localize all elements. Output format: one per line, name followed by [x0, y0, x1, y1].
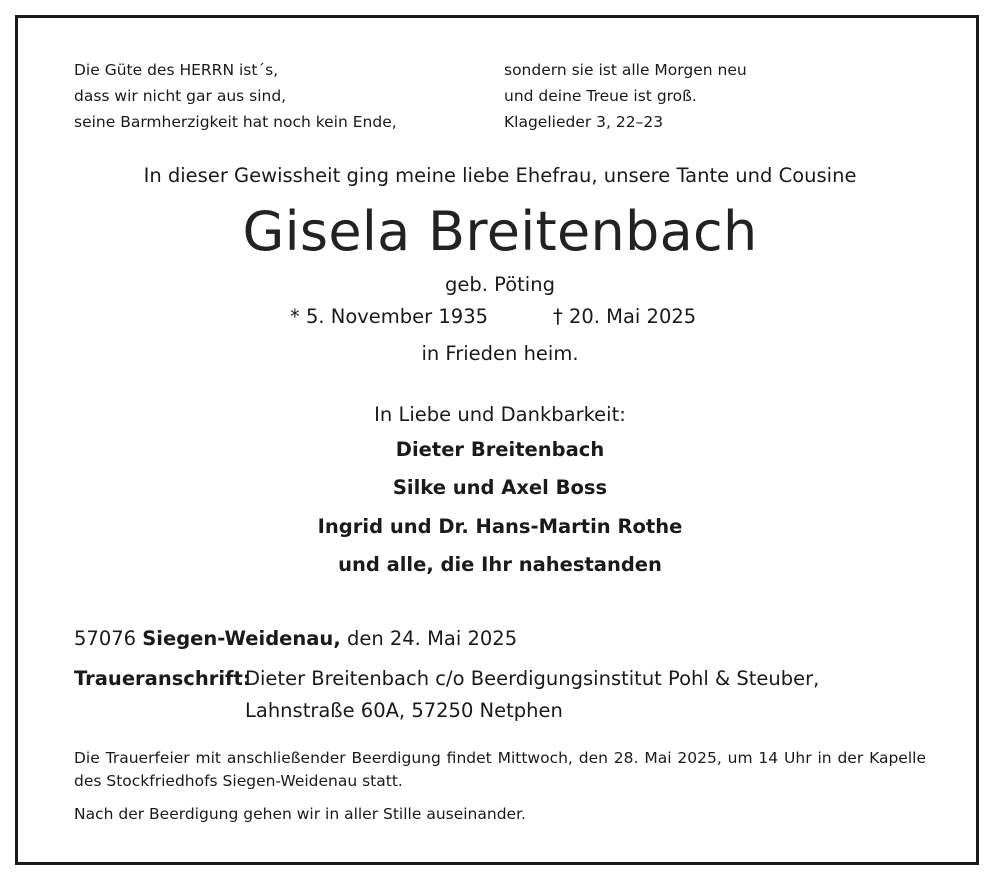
- verse-left: [74, 57, 397, 135]
- death-date: † 20. Mai 2025: [553, 305, 697, 328]
- address-label: Traueranschrift:: [74, 667, 251, 690]
- date: den 24. Mai 2025: [346, 627, 518, 650]
- birth-date: * 5. November 1935: [290, 305, 489, 328]
- verse-line: sondern sie ist alle Morgen neu: [504, 61, 747, 79]
- mourners-heading: In Liebe und Dankbarkeit:: [374, 403, 626, 426]
- intro-text: In dieser Gewissheit ging meine liebe Ehefrau, unsere Tante und Cousine: [143, 164, 857, 187]
- mourner-name: Ingrid und Dr. Hans-Martin Rothe: [317, 515, 683, 538]
- mourner-name: Silke und Axel Boss: [392, 476, 608, 499]
- verse-right: [504, 57, 747, 135]
- maiden-name: geb. Pöting: [445, 273, 555, 296]
- verse-line: und deine Treue ist groß.: [504, 87, 697, 105]
- verse-line: dass wir nicht gar aus sind,: [74, 87, 287, 105]
- verse-line: seine Barmherzigkeit hat noch kein Ende,: [74, 113, 397, 131]
- address-line1: Dieter Breitenbach c/o Beerdigungsinstitut Pohl & Steuber,: [245, 667, 820, 690]
- zip-code: 57076: [74, 627, 137, 650]
- ceremony-text: Die Trauerfeier mit anschließender Beerdigung findet Mittwoch, den 28. Mai 2025, um 14 Uhr in der Kapelle des Stockfriedhofs Siegen-Weidenau statt.: [74, 749, 926, 790]
- mourner-name: Dieter Breitenbach: [395, 438, 605, 461]
- closing-text: Nach der Beerdigung gehen wir in aller Stille auseinander.: [74, 805, 526, 823]
- deceased-name: Gisela Breitenbach: [242, 200, 758, 263]
- verse-source: Klagelieder 3, 22–23: [504, 113, 664, 131]
- address-line2: Lahnstraße 60A, 57250 Netphen: [245, 699, 563, 722]
- mourner-name: und alle, die Ihr nahestanden: [338, 553, 662, 576]
- place-date: [74, 627, 517, 650]
- city: Siegen-Weidenau,: [142, 627, 341, 650]
- verse-line: Die Güte des HERRN ist´s,: [74, 61, 279, 79]
- home-text: in Frieden heim.: [421, 342, 579, 365]
